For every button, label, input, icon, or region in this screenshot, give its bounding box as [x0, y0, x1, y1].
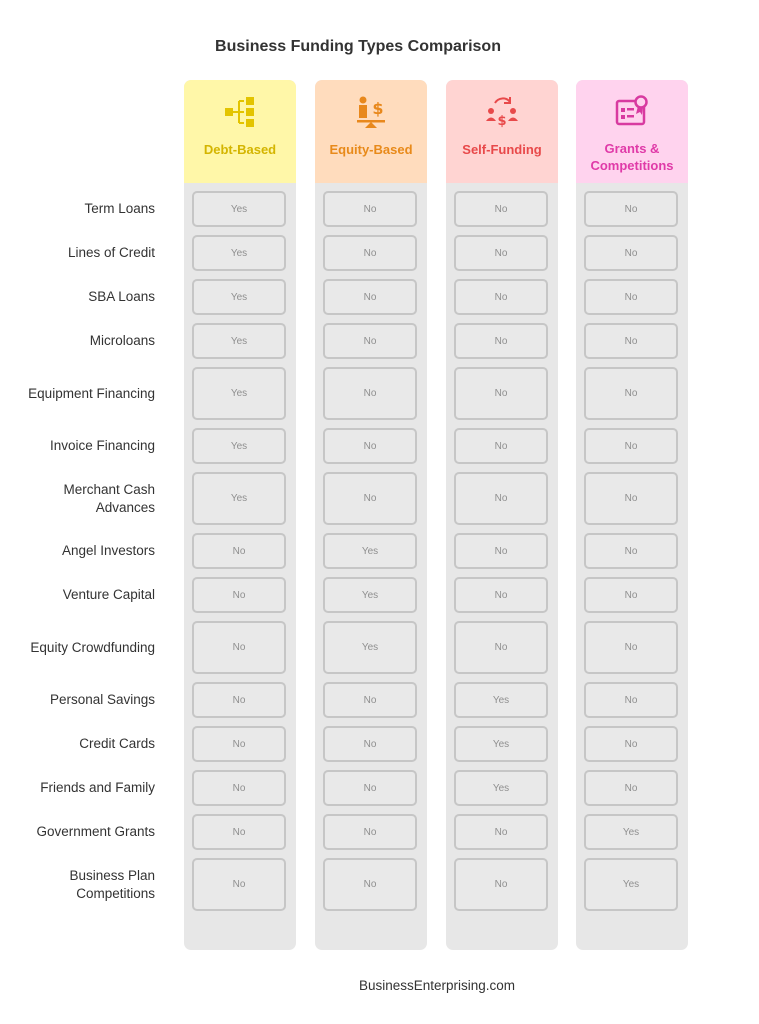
row-label: Invoice Financing [49, 438, 155, 453]
row-label: Equity Crowdfunding [30, 639, 155, 655]
row-label: Equipment Financing [28, 385, 155, 401]
table-cell: No [584, 726, 678, 762]
table-cell: No [584, 323, 678, 359]
table-cell: No [192, 577, 286, 613]
table-cell: No [192, 533, 286, 569]
column-header [446, 80, 558, 183]
table-cell: No [454, 279, 548, 315]
table-cell: No [323, 279, 417, 315]
table-cell: No [454, 367, 548, 420]
table-cell: No [454, 472, 548, 525]
table-cell: No [454, 235, 548, 271]
row-label: Term Loans [84, 201, 155, 216]
row-label: Venture Capital [62, 587, 155, 602]
row-label: Merchant Cash Advances [63, 481, 155, 515]
column-header [315, 80, 427, 183]
table-cell: No [323, 770, 417, 806]
table-cell: Yes [454, 682, 548, 718]
table-cell: No [323, 191, 417, 227]
table-cell: No [454, 323, 548, 359]
row-label: Lines of Credit [67, 245, 155, 260]
table-cell: Yes [192, 191, 286, 227]
table-cell: Yes [584, 814, 678, 850]
column-label: Debt-Based [203, 142, 277, 157]
table-cell: No [323, 726, 417, 762]
row-label: Credit Cards [79, 736, 155, 751]
table-cell: No [192, 770, 286, 806]
chart-title: Business Funding Types Comparison [215, 38, 501, 55]
row-label: Business Plan Competitions [69, 867, 155, 901]
column-header [576, 80, 688, 183]
table-cell: Yes [584, 858, 678, 911]
row-label: Friends and Family [40, 780, 155, 795]
table-cell: No [584, 428, 678, 464]
flowchart-icon [222, 94, 258, 130]
table-cell: No [323, 858, 417, 911]
people-dollar-cycle-icon [484, 94, 520, 130]
row-label: Microloans [89, 333, 155, 348]
table-cell: No [192, 814, 286, 850]
svg-text:$: $ [497, 114, 507, 129]
table-cell: No [584, 235, 678, 271]
table-cell: No [584, 533, 678, 569]
table-cell: No [323, 428, 417, 464]
table-cell: Yes [192, 323, 286, 359]
certificate-icon [614, 94, 650, 130]
column-label: Grants & Competitions [590, 141, 674, 173]
table-cell: No [584, 577, 678, 613]
table-cell: No [584, 279, 678, 315]
table-cell: No [323, 682, 417, 718]
table-cell: No [454, 428, 548, 464]
table-cell: No [584, 770, 678, 806]
table-cell: No [584, 621, 678, 674]
table-cell: No [323, 323, 417, 359]
table-cell: Yes [323, 533, 417, 569]
table-cell: No [584, 367, 678, 420]
table-cell: No [323, 814, 417, 850]
column-header [184, 80, 296, 183]
table-cell: Yes [323, 621, 417, 674]
table-cell: Yes [192, 428, 286, 464]
footer-source: BusinessEnterprising.com [358, 978, 516, 993]
table-cell: No [323, 367, 417, 420]
table-cell: No [454, 858, 548, 911]
row-label: Government Grants [36, 824, 155, 839]
table-cell: No [323, 235, 417, 271]
table-cell: Yes [323, 577, 417, 613]
table-cell: Yes [192, 472, 286, 525]
svg-text:$: $ [372, 99, 384, 118]
column-label: Equity-Based [329, 142, 413, 157]
table-cell: Yes [192, 279, 286, 315]
table-cell: Yes [454, 726, 548, 762]
table-cell: Yes [454, 770, 548, 806]
table-cell: Yes [192, 235, 286, 271]
table-cell: No [454, 621, 548, 674]
person-scale-dollar-icon [353, 94, 389, 130]
table-cell: No [454, 191, 548, 227]
table-cell: No [192, 858, 286, 911]
row-label: SBA Loans [88, 289, 155, 304]
column-label: Self-Funding [462, 142, 542, 157]
table-cell: No [192, 682, 286, 718]
table-cell: No [584, 682, 678, 718]
table-cell: No [192, 621, 286, 674]
table-cell: No [584, 472, 678, 525]
table-cell: No [584, 191, 678, 227]
table-cell: No [192, 726, 286, 762]
table-cell: No [323, 472, 417, 525]
table-cell: No [454, 814, 548, 850]
table-cell: Yes [192, 367, 286, 420]
table-cell: No [454, 577, 548, 613]
row-label: Angel Investors [61, 543, 155, 558]
row-label: Personal Savings [49, 692, 155, 707]
table-cell: No [454, 533, 548, 569]
